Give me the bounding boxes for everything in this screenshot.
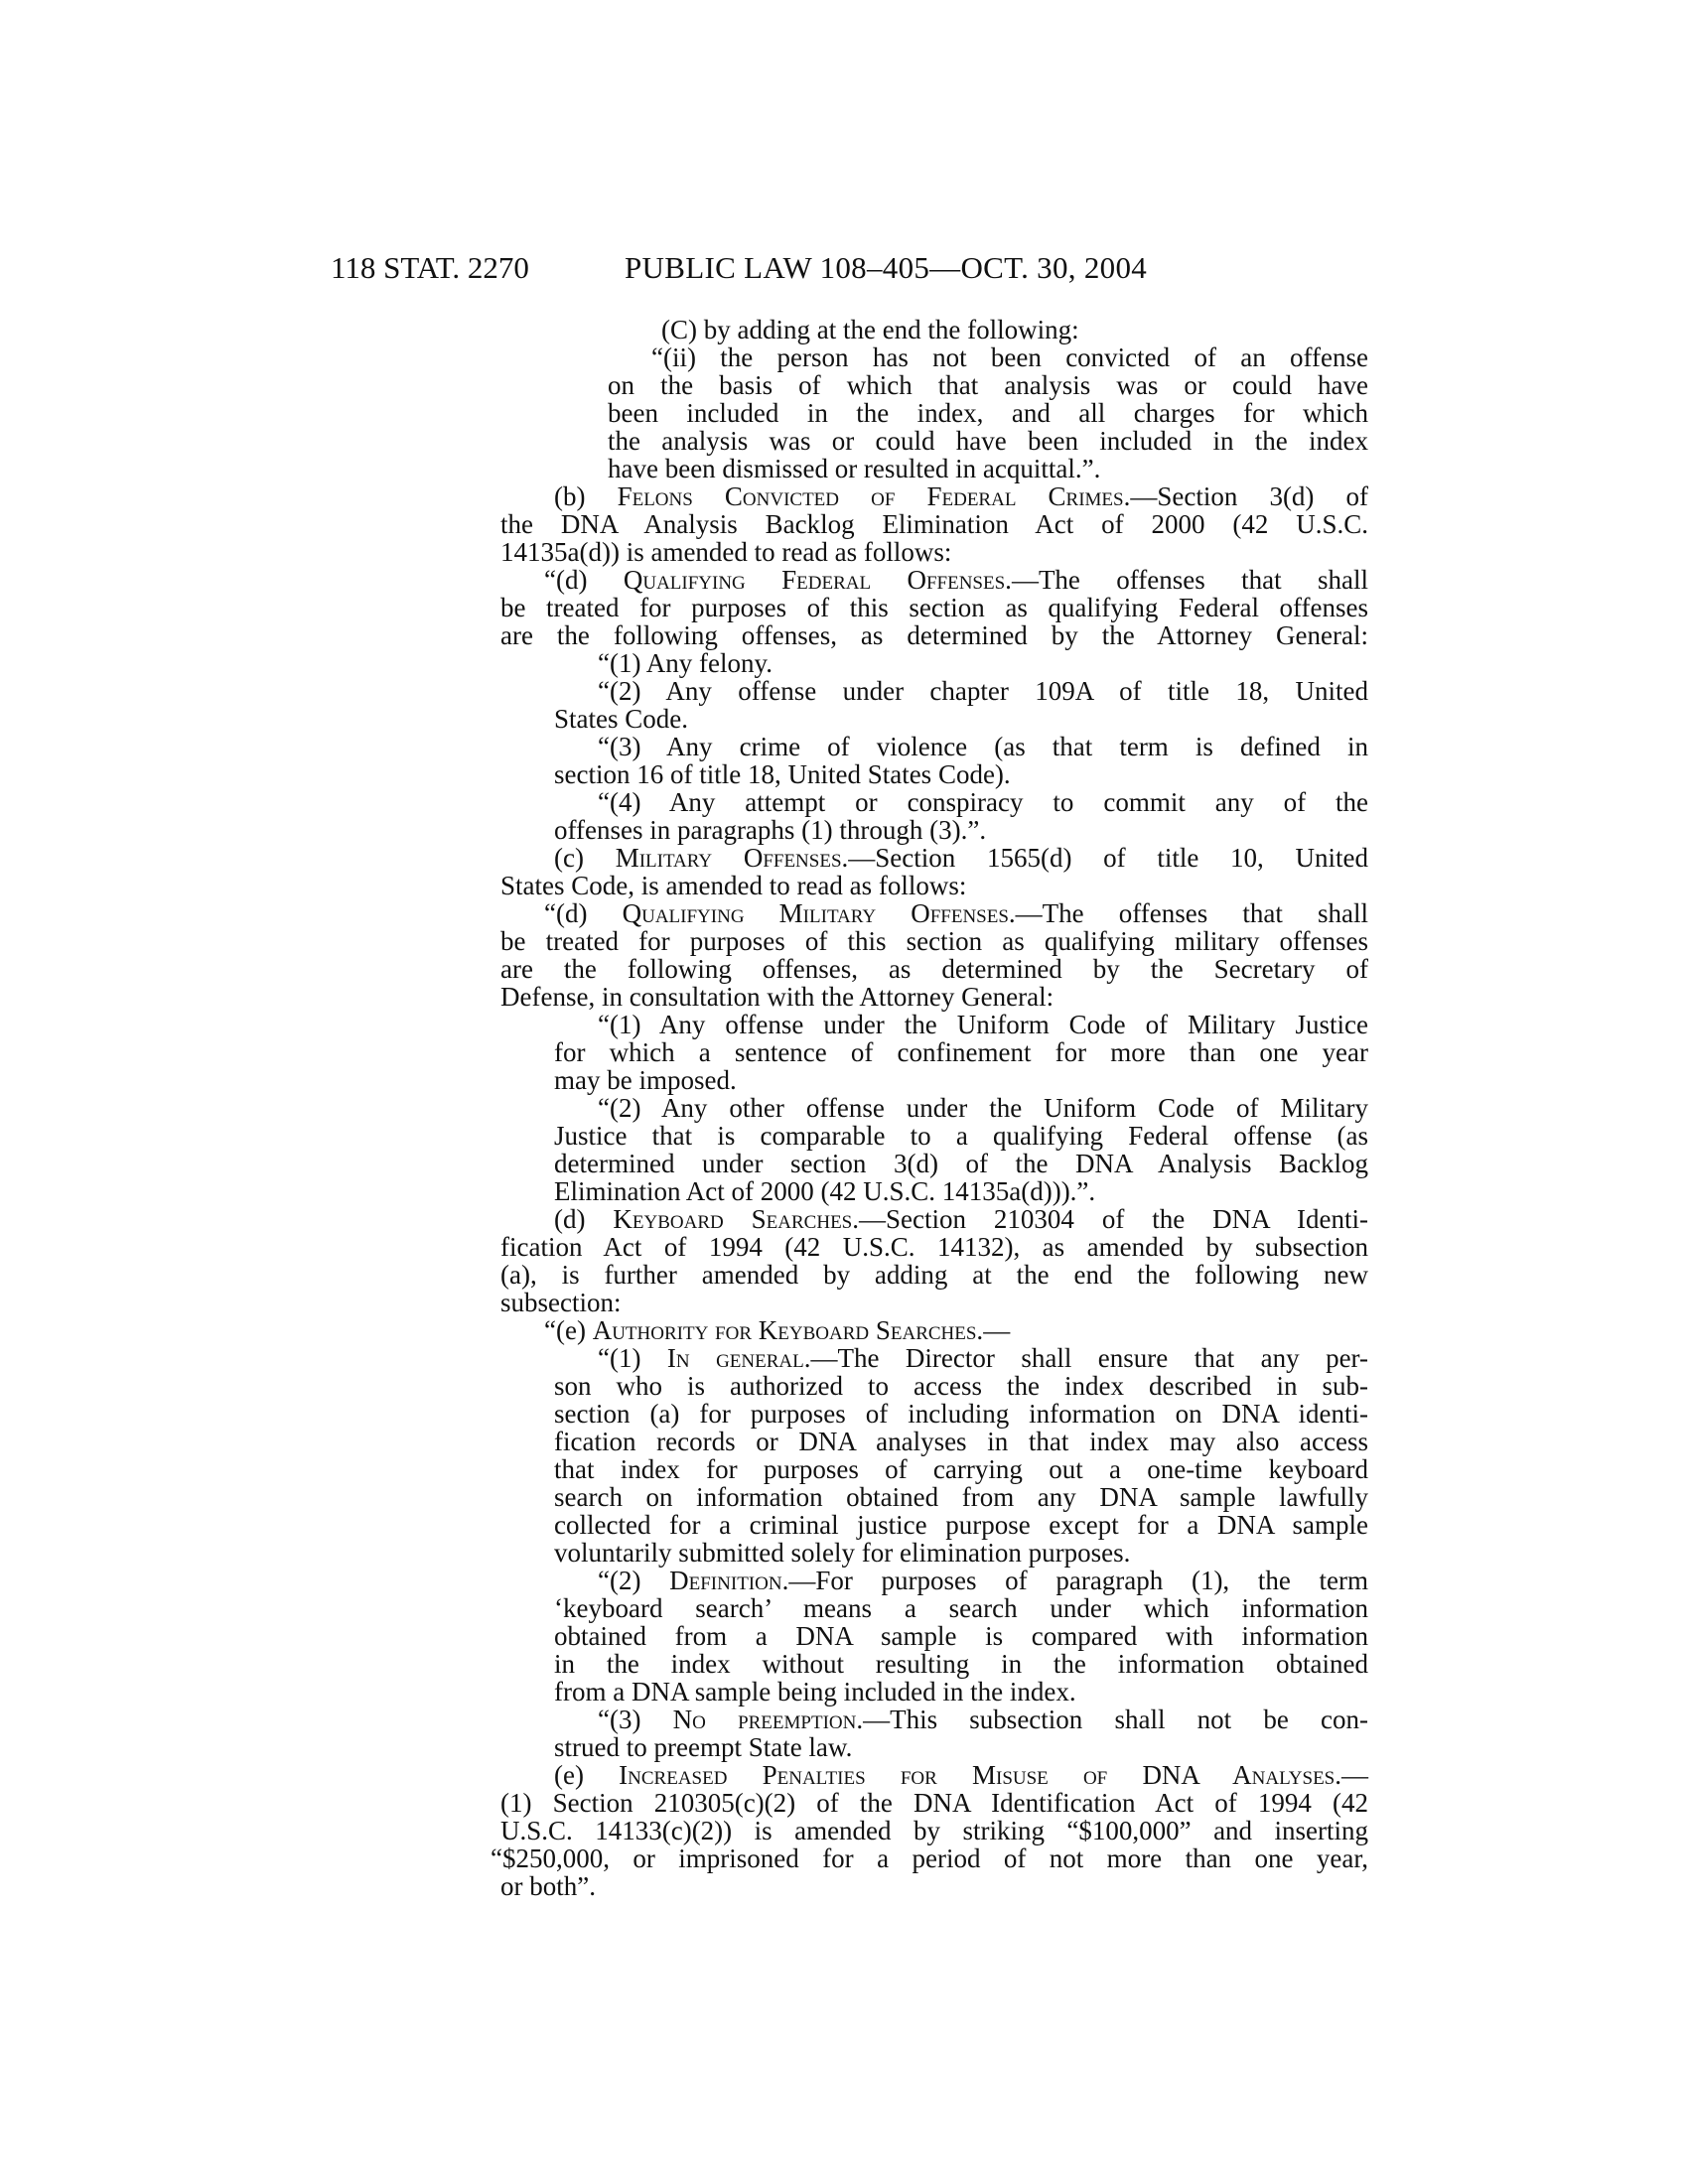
line-text: (C) by adding at the end the following: xyxy=(661,315,1079,344)
line-text: “(1) Any offense under the Uniform Code of Military Justice xyxy=(598,1010,1368,1039)
line-text: — xyxy=(1341,1760,1368,1790)
text-line xyxy=(554,1594,1368,1622)
section-heading: Definition. xyxy=(669,1566,789,1595)
text-line xyxy=(554,1400,1368,1428)
text-line xyxy=(500,983,1054,1011)
text-line xyxy=(500,955,1368,983)
line-text: son who is authorized to access the index described in sub- xyxy=(554,1371,1368,1401)
text-line xyxy=(554,1761,1368,1789)
line-text: Elimination Act of 2000 (42 U.S.C. 14135a(d))).”. xyxy=(554,1176,1096,1206)
text-line xyxy=(554,1150,1368,1177)
line-text: are the following offenses, as determined by the Secretary of xyxy=(500,954,1368,984)
line-text: fication records or DNA analyses in that index may also access xyxy=(554,1427,1368,1456)
text-line xyxy=(554,1539,1130,1567)
line-text: States Code. xyxy=(554,704,688,734)
line-text: —For purposes of paragraph (1), the term xyxy=(788,1566,1368,1595)
line-text: “(1) Any felony. xyxy=(598,648,773,678)
line-text: (b) xyxy=(554,481,618,511)
line-text: voluntarily submitted solely for elimination purposes. xyxy=(554,1538,1131,1568)
section-heading: Keyboard Searches. xyxy=(613,1204,859,1234)
text-line xyxy=(608,371,1368,399)
text-line xyxy=(500,1261,1368,1289)
text-line xyxy=(500,594,1368,621)
line-text: Defense, in consultation with the Attorney General: xyxy=(500,982,1055,1012)
line-text: have been dismissed or resulted in acquittal.”. xyxy=(608,454,1101,483)
line-text: —Section 3(d) of xyxy=(1130,481,1369,511)
line-text: “(3) xyxy=(598,1705,673,1734)
text-line xyxy=(554,1372,1368,1400)
text-line xyxy=(554,1650,1368,1678)
line-text: — xyxy=(983,1315,1011,1345)
line-text: be treated for purposes of this section as qualifying Federal offenses xyxy=(500,593,1368,622)
text-line xyxy=(554,1122,1368,1150)
text-line xyxy=(554,1455,1368,1483)
line-text: (a), is further amended by adding at the end the following new xyxy=(500,1260,1368,1290)
text-line xyxy=(608,427,1368,455)
text-line xyxy=(500,510,1368,538)
text-line xyxy=(598,733,1368,760)
line-text: —The offenses that shall xyxy=(1011,565,1368,595)
text-line xyxy=(554,1205,1368,1233)
text-line xyxy=(554,482,1368,510)
text-line xyxy=(608,455,1100,482)
line-text: obtained from a DNA sample is compared with information xyxy=(554,1621,1368,1651)
text-line xyxy=(500,1233,1368,1261)
line-text: “(2) Any other offense under the Uniform Code of Military xyxy=(598,1093,1368,1123)
text-line xyxy=(554,760,1011,788)
line-text: may be imposed. xyxy=(554,1065,737,1095)
line-text: (e) xyxy=(554,1760,620,1790)
line-text: Justice that is comparable to a qualifying Federal offense (as xyxy=(554,1121,1368,1151)
text-line xyxy=(491,1844,1368,1872)
text-line xyxy=(554,844,1368,872)
running-header-title: PUBLIC LAW 108–405—OCT. 30, 2004 xyxy=(625,250,1148,285)
line-text: subsection: xyxy=(500,1288,622,1317)
text-line xyxy=(598,1706,1368,1733)
text-line xyxy=(554,1622,1368,1650)
text-line xyxy=(554,1177,1095,1205)
text-line xyxy=(500,872,966,899)
line-text: fication Act of 1994 (42 U.S.C. 14132), as amended by subsection xyxy=(500,1232,1368,1262)
line-text: —The Director shall ensure that any per- xyxy=(810,1343,1368,1373)
line-text: are the following offenses, as determined by the Attorney General: xyxy=(500,620,1368,650)
page-number: 118 STAT. 2270 xyxy=(331,250,529,285)
line-text: 14135a(d)) is amended to read as follows: xyxy=(500,537,952,567)
text-line xyxy=(554,1733,852,1761)
text-line xyxy=(544,899,1368,927)
text-line xyxy=(554,1038,1368,1066)
line-text: that index for purposes of carrying out a one-time keyboard xyxy=(554,1454,1368,1484)
line-text: determined under section 3(d) of the DNA Analysis Backlog xyxy=(554,1149,1368,1178)
line-text: section (a) for purposes of including information on DNA identi- xyxy=(554,1399,1368,1429)
line-text: States Code, is amended to read as follows: xyxy=(500,871,967,900)
text-line xyxy=(500,1789,1368,1817)
line-text: “(e) xyxy=(544,1315,593,1345)
text-line xyxy=(500,1817,1368,1844)
text-line xyxy=(554,1428,1368,1455)
line-text: —The offenses that shall xyxy=(1015,898,1368,928)
line-text: been included in the index, and all charges for which xyxy=(608,398,1368,428)
line-text: “(4) Any attempt or conspiracy to commit any of the xyxy=(598,787,1368,817)
line-text: the analysis was or could have been included in the index xyxy=(608,426,1368,456)
line-text: on the basis of which that analysis was or could have xyxy=(608,370,1368,400)
line-text: “(2) xyxy=(598,1566,670,1595)
line-text: offenses in paragraphs (1) through (3).”. xyxy=(554,815,987,845)
line-text: “(d) xyxy=(544,565,624,595)
section-heading: No preemption. xyxy=(672,1705,864,1734)
text-line xyxy=(500,1289,622,1316)
text-line xyxy=(500,1872,596,1900)
text-line xyxy=(661,316,1079,343)
line-text: “(3) Any crime of violence (as that term is defined in xyxy=(598,732,1368,761)
line-text: be treated for purposes of this section as qualifying military offenses xyxy=(500,926,1368,956)
line-text: U.S.C. 14133(c)(2)) is amended by striking “$100,000” and inserting xyxy=(500,1816,1368,1845)
text-line xyxy=(500,538,951,566)
text-line xyxy=(500,621,1368,649)
text-line xyxy=(500,927,1368,955)
line-text: from a DNA sample being included in the index. xyxy=(554,1677,1076,1706)
line-text: or both”. xyxy=(500,1871,596,1901)
text-line xyxy=(598,788,1368,816)
text-line xyxy=(608,399,1368,427)
line-text: “(1) xyxy=(598,1343,667,1373)
text-line xyxy=(554,1483,1368,1511)
line-text: (d) xyxy=(554,1204,614,1234)
line-text: “(ii) the person has not been convicted of an offense xyxy=(651,342,1368,372)
text-line xyxy=(598,1567,1368,1594)
line-text: —This subsection shall not be con- xyxy=(863,1705,1368,1734)
line-text: search on information obtained from any DNA sample lawfully xyxy=(554,1482,1368,1512)
line-text: strued to preempt State law. xyxy=(554,1732,853,1762)
line-text: “$250,000, or imprisoned for a period of not more than one year, xyxy=(491,1843,1368,1873)
text-line xyxy=(651,343,1368,371)
text-line xyxy=(598,677,1368,705)
line-text: (1) Section 210305(c)(2) of the DNA Identification Act of 1994 (42 xyxy=(500,1788,1368,1818)
section-heading: Military Offenses. xyxy=(615,843,849,873)
line-text: —Section 1565(d) of title 10, United xyxy=(848,843,1369,873)
text-line xyxy=(554,705,688,733)
text-line xyxy=(544,566,1368,594)
line-text: ‘keyboard search’ means a search under which information xyxy=(554,1593,1368,1623)
line-text: —Section 210304 of the DNA Identi- xyxy=(859,1204,1369,1234)
text-line xyxy=(598,649,773,677)
text-line xyxy=(598,1094,1368,1122)
line-text: collected for a criminal justice purpose except for a DNA sample xyxy=(554,1510,1368,1540)
line-text: the DNA Analysis Backlog Elimination Act of 2000 (42 U.S.C. xyxy=(500,509,1368,539)
line-text: in the index without resulting in the information obtained xyxy=(554,1649,1368,1679)
section-heading: Qualifying Military Offenses. xyxy=(622,898,1016,928)
text-line xyxy=(554,1678,1076,1706)
section-heading: Felons Convicted of Federal Crimes. xyxy=(617,481,1131,511)
line-text: “(d) xyxy=(544,898,623,928)
text-line xyxy=(598,1344,1368,1372)
section-heading: Increased Penalties for Misuse of DNA Analyses. xyxy=(619,1760,1341,1790)
line-text: (c) xyxy=(554,843,616,873)
text-line xyxy=(554,1066,737,1094)
section-heading: Qualifying Federal Offenses. xyxy=(623,565,1012,595)
line-text: for which a sentence of confinement for more than one year xyxy=(554,1037,1368,1067)
section-heading: In general. xyxy=(666,1343,811,1373)
text-line xyxy=(554,816,986,844)
line-text: section 16 of title 18, United States Code). xyxy=(554,759,1011,789)
text-line xyxy=(544,1316,1010,1344)
line-text: “(2) Any offense under chapter 109A of title 18, United xyxy=(598,676,1368,706)
text-line xyxy=(554,1511,1368,1539)
text-line xyxy=(598,1011,1368,1038)
section-heading: Authority for Keyboard Searches. xyxy=(592,1315,984,1345)
